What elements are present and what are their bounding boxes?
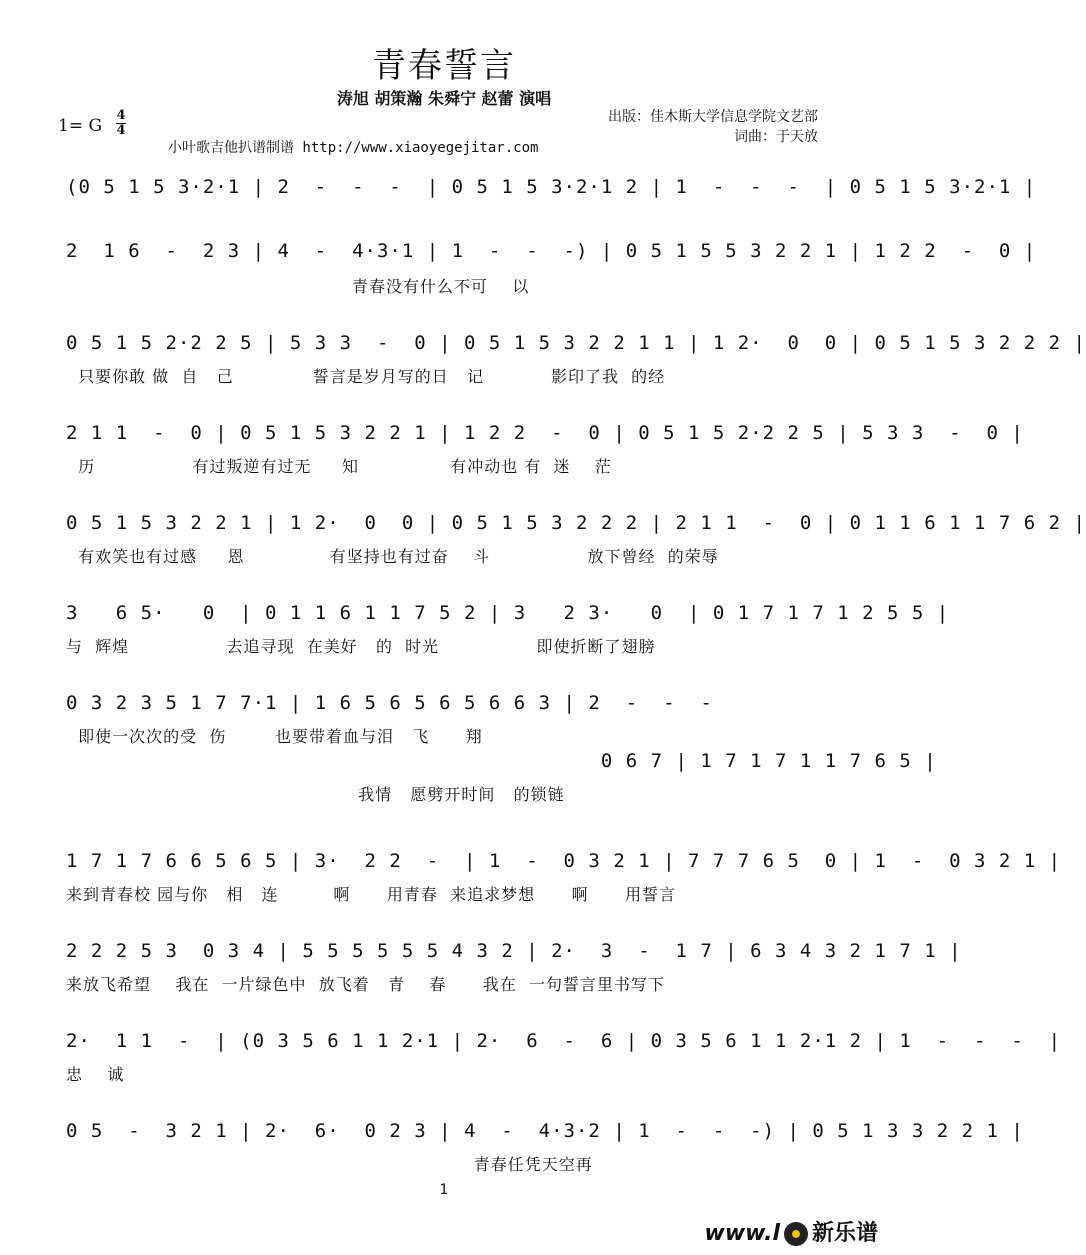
- lyric-row-3: 只要你敢 做 自 己 誓言是岁月写的日 记 影印了我 的经: [66, 367, 666, 386]
- notes-row-6: 3 6 5· 0 | 0 1 1 6 1 1 7 5 2 | 3 2 3· 0 | 0 1 7 1 7 1 2 5 5 |: [66, 602, 950, 624]
- lyric-row-8: 我情 愿劈开时间 的锁链: [66, 785, 565, 804]
- lyricist-composer-credit: 词曲：于天放: [734, 129, 818, 145]
- publisher-credit: 出版：佳木斯大学信息学院文艺部: [608, 109, 818, 125]
- lyric-row-11: 忠 诚: [66, 1065, 125, 1084]
- notes-row-8: 0 6 7 | 1 7 1 7 1 1 7 6 5 |: [66, 750, 937, 772]
- lyric-row-6: 与 辉煌 去追寻现 在美好 的 时光 即使折断了翅膀: [66, 637, 656, 656]
- song-title: 青春誓言: [372, 46, 516, 86]
- notes-row-9: 1 7 1 7 6 6 5 6 5 | 3· 2 2 - | 1 - 0 3 2 1 | 7 7 7 6 5 0 | 1 - 0 3 2 1 |: [66, 850, 1062, 872]
- notes-row-11: 2· 1 1 - | (0 3 5 6 1 1 2·1 | 2· 6 - 6 | 0 3 5 6 1 1 2·1 2 | 1 - - - |: [66, 1030, 1062, 1052]
- notes-row-7: 0 3 2 3 5 1 7 7·1 | 1 6 5 6 5 6 5 6 6 3 | 2 - - -: [66, 692, 713, 714]
- transcriber-credit: 小叶歌吉他扒谱制谱 http://www.xiaoyegejitar.com: [168, 140, 539, 156]
- watermark-brand: 新乐谱: [811, 1221, 878, 1246]
- watermark-domain: www.l: [704, 1221, 780, 1246]
- watermark: [705, 1216, 878, 1247]
- lyric-row-12: 青春任凭天空再: [66, 1155, 593, 1174]
- lyric-row-7: 即使一次次的受 伤 也要带着血与泪 飞 翔: [66, 727, 483, 746]
- performers: 涛旭 胡策瀚 朱舜宁 赵蕾 演唱: [336, 89, 552, 108]
- notes-row-4: 2 1 1 - 0 | 0 5 1 5 3 2 2 1 | 1 2 2 - 0 | 0 5 1 5 2·2 2 5 | 5 3 3 - 0 |: [66, 422, 1024, 444]
- lyric-row-4: 历 有过叛逆有过无 知 有冲动也 有 迷 茫: [66, 457, 612, 476]
- time-signature-top: 4: [116, 108, 126, 123]
- lyric-row-5: 有欢笑也有过感 恩 有坚持也有过奋 斗 放下曾经 的荣辱: [66, 547, 719, 566]
- notes-row-3: 0 5 1 5 2·2 2 5 | 5 3 3 - 0 | 0 5 1 5 3 2 2 1 1 | 1 2· 0 0 | 0 5 1 5 3 2 2 2 |: [66, 332, 1086, 354]
- page-number: 1: [439, 1182, 449, 1198]
- record-disc-icon: [784, 1222, 808, 1246]
- notes-row-2: 2 1 6 - 2 3 | 4 - 4·3·1 | 1 - - -) | 0 5 1 5 5 3 2 2 1 | 1 2 2 - 0 |: [66, 240, 1037, 262]
- notes-row-10: 2 2 2 5 3 0 3 4 | 5 5 5 5 5 5 4 3 2 | 2· 3 - 1 7 | 6 3 4 3 2 1 7 1 |: [66, 940, 962, 962]
- notes-row-5: 0 5 1 5 3 2 2 1 | 1 2· 0 0 | 0 5 1 5 3 2 2 2 | 2 1 1 - 0 | 0 1 1 6 1 1 7 6 2 |: [66, 512, 1086, 534]
- notes-row-12: 0 5 - 3 2 1 | 2· 6· 0 2 3 | 4 - 4·3·2 | 1 - - -) | 0 5 1 3 3 2 2 1 |: [66, 1120, 1024, 1142]
- lyric-row-2: 青春没有什么不可 以: [66, 277, 530, 296]
- lyric-row-9: 来到青春校 园与你 相 连 啊 用青春 来追求梦想 啊 用誓言: [66, 885, 677, 904]
- time-signature-bottom: 4: [116, 123, 126, 138]
- lyric-row-10: 来放飞希望 我在 一片绿色中 放飞着 青 春 我在 一句誓言里书写下: [66, 975, 665, 994]
- key-signature: 1= G: [58, 116, 103, 136]
- notes-row-1: (0 5 1 5 3·2·1 | 2 - - - | 0 5 1 5 3·2·1 2 | 1 - - - | 0 5 1 5 3·2·1 |: [66, 176, 1037, 198]
